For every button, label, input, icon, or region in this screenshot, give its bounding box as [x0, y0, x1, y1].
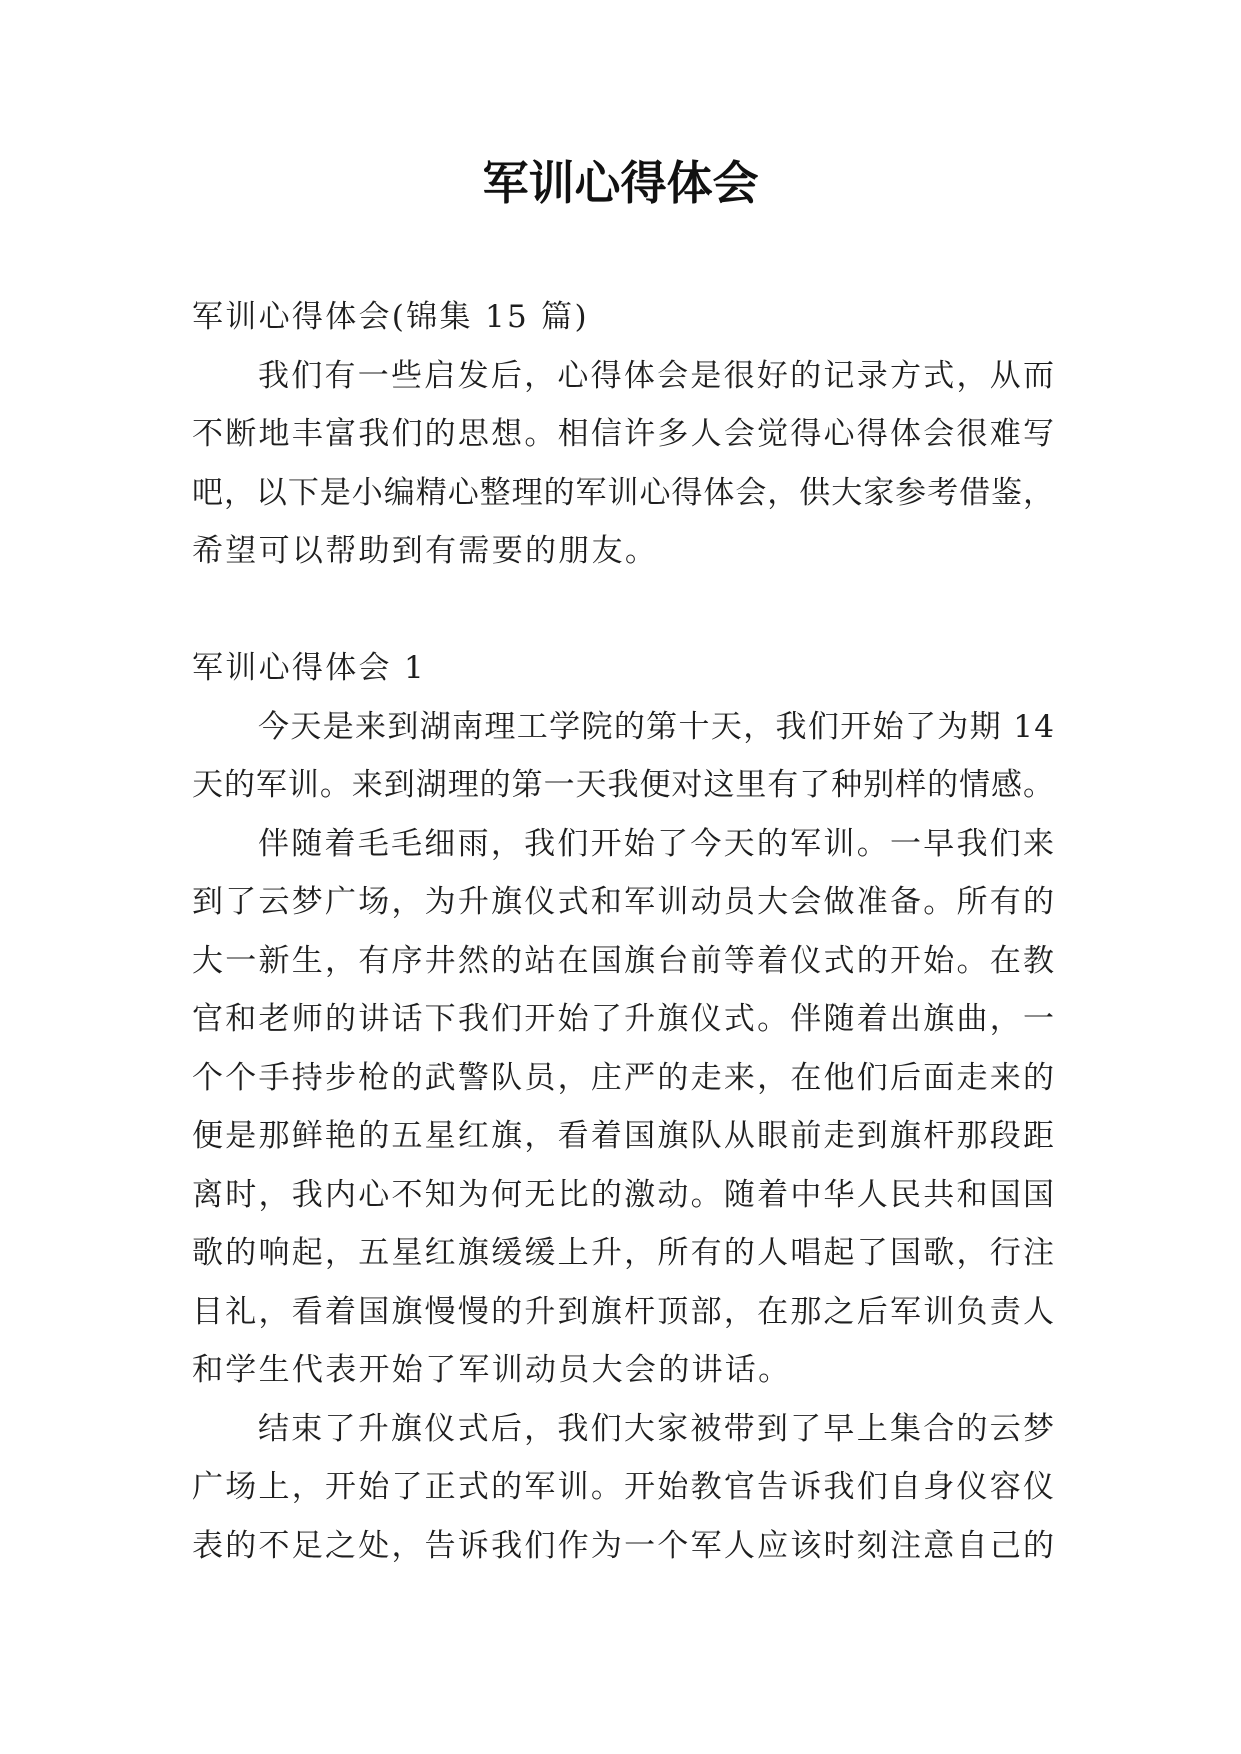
blank-line [192, 581, 1054, 640]
paragraph-line: 不断地丰富我们的思想。相信许多人会觉得心得体会很难写 [192, 416, 1057, 452]
paragraph-line: 天的军训。来到湖理的第一天我便对这里有了种别样的情感。 [192, 767, 1055, 803]
document-title: 军训心得体会 [482, 156, 759, 210]
document-body [192, 288, 1057, 1575]
article-1-section [192, 639, 1057, 1575]
paragraph-line: 官和老师的讲话下我们开始了升旗仪式。伴随着出旗曲，一 [192, 1001, 1057, 1037]
paragraph-line: 表的不足之处，告诉我们作为一个军人应该时刻注意自己的 [192, 1527, 1057, 1564]
paragraph-line: 大一新生，有序井然的站在国旗台前等着仪式的开始。在教 [192, 942, 1057, 979]
paragraph-line: 广场上，开始了正式的军训。开始教官告诉我们自身仪容仪 [192, 1469, 1057, 1505]
paragraph-line: 目礼，看着国旗慢慢的升到旗杆顶部，在那之后军训负责人 [192, 1293, 1057, 1330]
paragraph [192, 347, 1057, 581]
paragraph-line: 离时，我内心不知为何无比的激动。随着中华人民共和国国 [192, 1176, 1057, 1213]
paragraph-line: 伴随着毛毛细雨，我们开始了今天的军训。一早我们来 [258, 825, 1057, 862]
paragraph-line: 和学生代表开始了军训动员大会的讲话。 [192, 1352, 792, 1388]
paragraph-line: 歌的响起，五星红旗缓缓上升，所有的人唱起了国歌，行注 [192, 1235, 1057, 1271]
paragraph-line: 到了云梦广场，为升旗仪式和军训动员大会做准备。所有的 [192, 884, 1057, 920]
paragraph-line: 今天是来到湖南理工学院的第十天，我们开始了为期 14 [258, 708, 1056, 745]
paragraph-line: 便是那鲜艳的五星红旗，看着国旗队从眼前走到旗杆那段距 [192, 1118, 1057, 1154]
section-heading: 军训心得体会(锦集 15 篇) [192, 299, 589, 335]
paragraph-line: 希望可以帮助到有需要的朋友。 [192, 533, 659, 569]
paragraph [192, 698, 1054, 815]
section-heading: 军训心得体会 1 [192, 650, 426, 686]
paragraph-line: 结束了升旗仪式后，我们大家被带到了早上集合的云梦 [258, 1410, 1057, 1447]
paragraph-line: 吧，以下是小编精心整理的军训心得体会，供大家参考借鉴， [192, 474, 1055, 511]
intro-section [192, 288, 1057, 581]
paragraph-line: 个个手持步枪的武警队员，庄严的走来，在他们后面走来的 [192, 1059, 1057, 1096]
paragraph [192, 815, 1057, 1400]
paragraph-line: 我们有一些启发后，心得体会是很好的记录方式，从而 [258, 357, 1057, 394]
paragraph [192, 1400, 1057, 1576]
